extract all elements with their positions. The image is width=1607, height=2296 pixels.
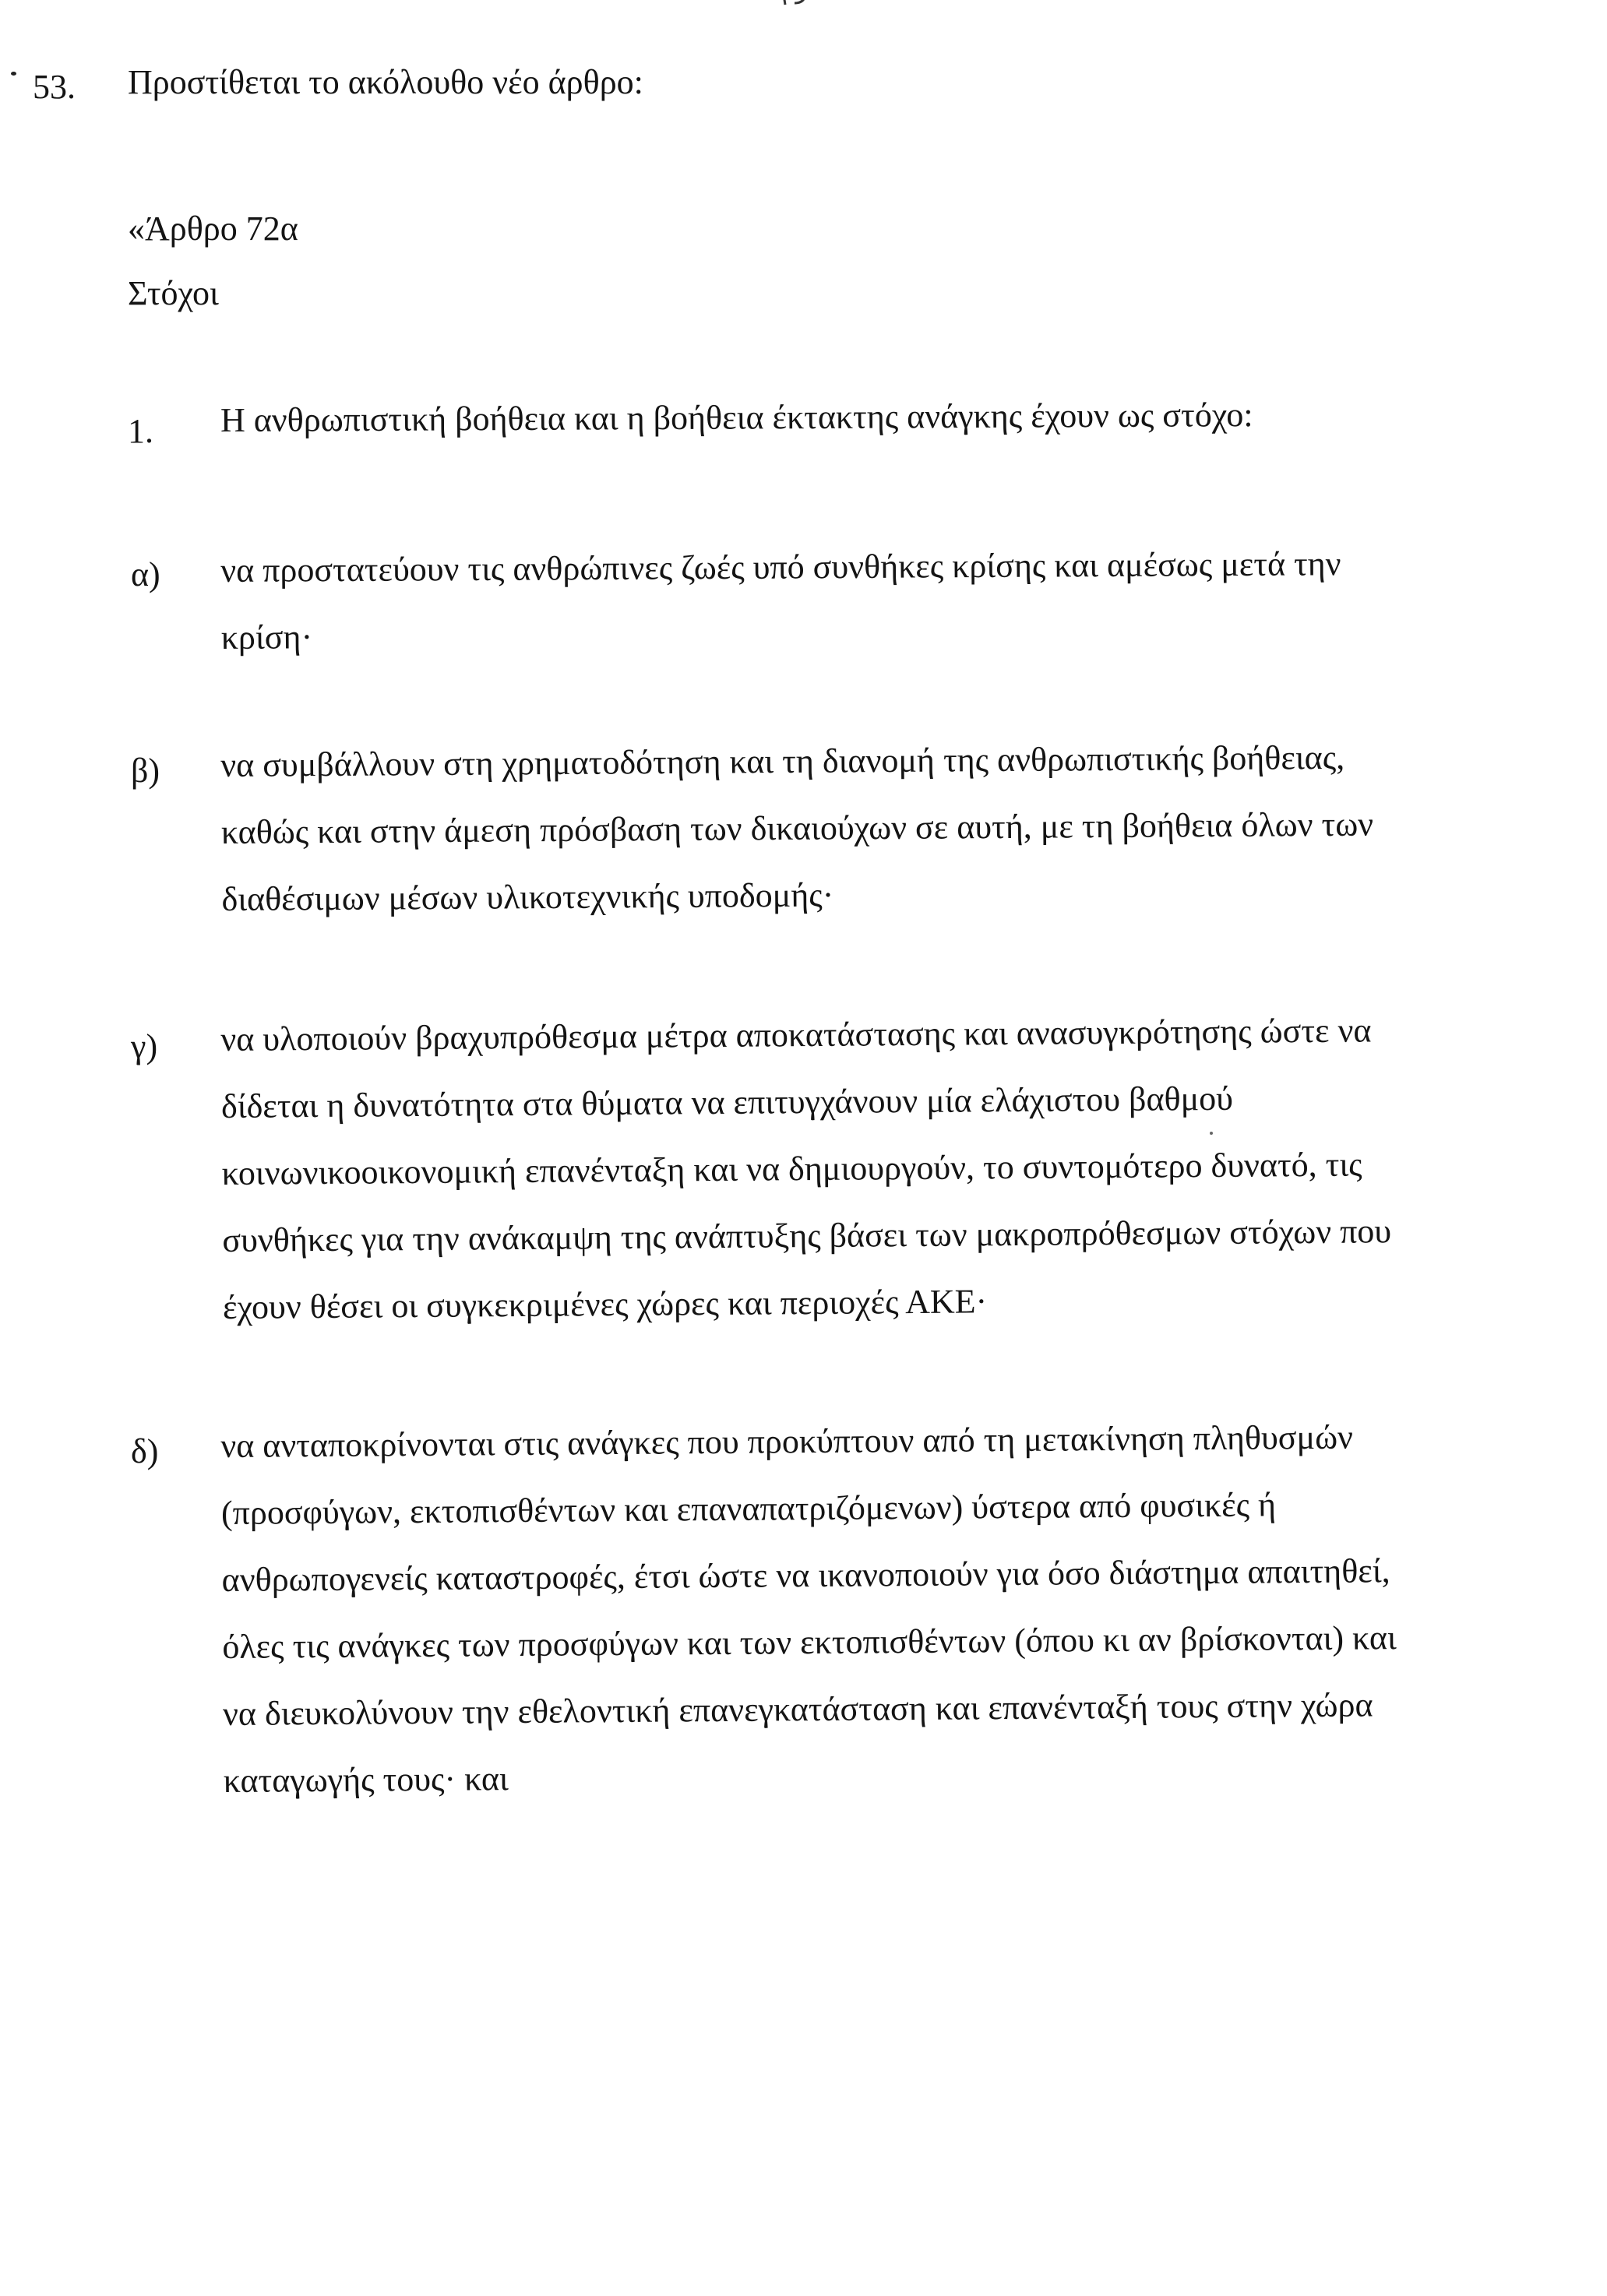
item-line: καθώς και στην άμεση πρόσβαση των δικαιούχων σε αυτή, με τη βοήθεια όλων των	[220, 805, 1374, 851]
item-line: να υλοποιούν βραχυπρόθεσμα μέτρα αποκατάστασης και ανασυγκρότησης ώστε να	[220, 1011, 1372, 1058]
item-text	[220, 996, 1547, 1341]
section-intro: Προστίθεται το ακόλουθο νέο άρθρο:	[128, 63, 643, 101]
item-text	[220, 1403, 1548, 1815]
item-text	[220, 530, 1545, 671]
item-line: κοινωνικοοικονομική επανένταξη και να δημιουργούν, το συντομότερο δυνατό, τις	[221, 1145, 1362, 1192]
item-line: δίδεται η δυνατότητα στα θύματα να επιτυγχάνουν μία ελάχιστου βαθμού	[220, 1079, 1234, 1125]
page-number-fragment-mark	[771, 0, 818, 8]
item-line: να ανταποκρίνονται στις ανάγκες που προκύπτουν από τη μετακίνηση πληθυσμών	[220, 1417, 1354, 1465]
paragraph-text: Η ανθρωπιστική βοήθεια και η βοήθεια έκτακτης ανάγκης έχουν ως στόχο:	[220, 396, 1253, 439]
item-text	[220, 723, 1546, 933]
item-label: β)	[131, 752, 160, 790]
scan-speck	[11, 72, 16, 76]
item-line: να συμβάλλουν στη χρηματοδότηση και τη διανομή της ανθρωπιστικής βοήθειας,	[220, 738, 1345, 784]
item-label: α)	[131, 555, 160, 593]
item-line: καταγωγής τους· και	[223, 1759, 509, 1800]
article-title: «Άρθρο 72α	[128, 210, 298, 248]
item-line: διαθέσιμων μέσων υλικοτεχνικής υποδομής·	[221, 875, 834, 918]
item-line: έχουν θέσει οι συγκεκριμένες χώρες και περιοχές ΑΚΕ·	[222, 1282, 988, 1326]
item-line: κρίση·	[220, 618, 313, 657]
section-number: 53.	[33, 68, 76, 106]
item-line: να προστατεύουν τις ανθρώπινες ζωές υπό συνθήκες κρίσης και αμέσως μετά την	[220, 544, 1341, 590]
item-line: να διευκολύνουν την εθελοντική επανεγκατάσταση και επανένταξή τους στην χώρα	[222, 1685, 1373, 1733]
paragraph-number: 1.	[128, 412, 153, 450]
item-line: συνθήκες για την ανάκαμψη της ανάπτυξης βάσει των μακροπρόθεσμων στόχων που	[222, 1212, 1392, 1259]
item-label: γ)	[131, 1027, 158, 1065]
item-label: δ)	[131, 1432, 159, 1470]
item-line: ανθρωπογενείς καταστροφές, έτσι ώστε να ικανοποιούν για όσο διάστημα απαιτηθεί,	[221, 1551, 1390, 1599]
item-line: (προσφύγων, εκτοπισθέντων και επαναπατριζόμενων) ύστερα από φυσικές ή	[220, 1485, 1277, 1532]
item-line: όλες τις ανάγκες των προσφύγων και των εκτοπισθέντων (όπου κι αν βρίσκονται) και	[222, 1618, 1397, 1666]
article-heading: Στόχοι	[128, 274, 219, 312]
